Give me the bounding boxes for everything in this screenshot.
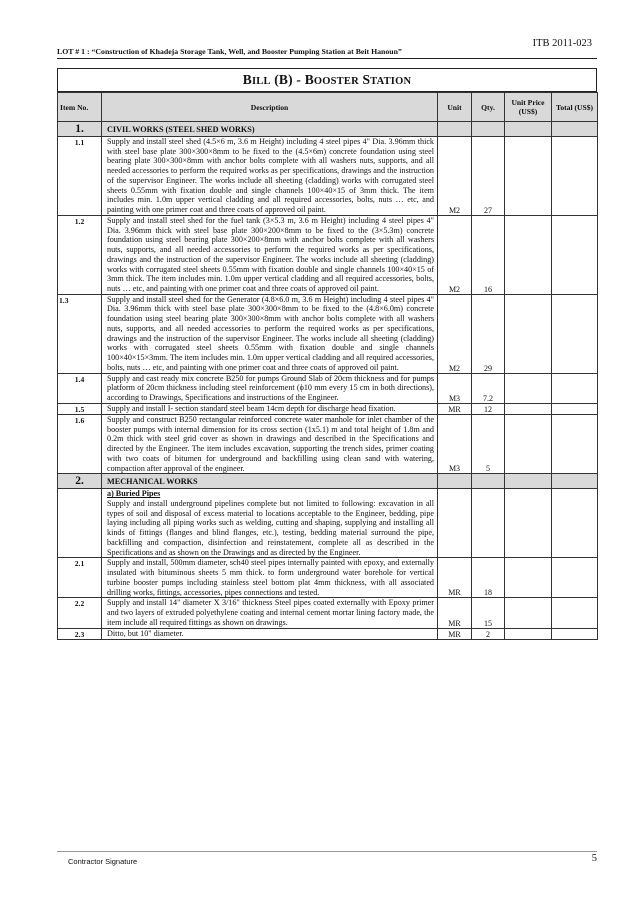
item-total — [552, 373, 598, 403]
item-number: 2.1 — [58, 558, 102, 598]
item-number: 1.3 — [58, 294, 102, 373]
item-qty: 5 — [472, 414, 505, 473]
item-unit: MR — [438, 558, 472, 598]
item-total — [552, 403, 598, 414]
item-unit: MR — [438, 628, 472, 639]
item-qty: 27 — [472, 137, 505, 216]
item-unit-price — [505, 558, 552, 598]
item-total — [552, 414, 598, 473]
empty-cell — [552, 122, 598, 137]
section-intro — [102, 489, 438, 558]
item-description: Supply and install steel shed (4.5×6 m, 3.6 m Height) including 4 steel pipes 4" Dia. 3.96mm thick with steel base plate 300×300×8mm to be fixed to the (4.5×6m) concrete foundation using steel bearing plate 300×300×8mm with anchor bolts complete with all washers nuts, supports, and all needed accessories to perform the required works as per specifications, drawings and the instruction of the supervisor Engineer. The works include all sheeting (cladding) works with corrugated steel sheets 0.55mm with fixation double and single channels 100×40×15 of 3mm thick. The item includes min. 1.0m upper vertical cladding and all required accessories, bolts, nuts … etc, and painting with one primer coat and three coats of approved oil paint. — [102, 137, 438, 216]
table-row — [58, 628, 598, 639]
item-unit-price — [505, 373, 552, 403]
column-header-total: Total (US$) — [552, 93, 598, 122]
item-qty: 2 — [472, 628, 505, 639]
section-row — [58, 122, 598, 137]
item-qty: 15 — [472, 598, 505, 628]
contractor-signature-label: Contractor Signature — [68, 857, 138, 866]
document-reference: ITB 2011-023 — [532, 38, 592, 49]
item-qty: 12 — [472, 403, 505, 414]
item-unit-price — [505, 403, 552, 414]
table-row — [58, 215, 598, 294]
table-row — [58, 558, 598, 598]
table-row — [58, 294, 598, 373]
page-number: 5 — [591, 853, 597, 864]
item-description: Supply and install I- section standard steel beam 14cm depth for discharge head fixation. — [102, 403, 438, 414]
title-part: B — [304, 72, 314, 87]
empty-cell — [438, 122, 472, 137]
item-description: Supply and install steel shed for the fuel tank (3×5.3 m, 3.6 m Height) including 4 steel pipes 4" Dia. 3.96mm thick with steel base plate 300×200×8mm to be fixed to the (3×5.3m) concrete foundation using steel bearing plate 300×200×8mm with anchor bolts complete with all washers nuts, supports, and all needed accessories to perform the required works as per specifications, drawings and the instruction of the supervisor Engineer. The works include all sheeting (cladding) works with corrugated steel sheets 0.55mm with fixation double and single channels 100×40×15 of 3mm thick. The item includes min. 1.0m upper vertical cladding and all required accessories, bolts, nuts … etc, and painting with one primer coat and three coats of approved oil paint. — [102, 215, 438, 294]
item-unit-price — [505, 137, 552, 216]
item-unit-price — [505, 628, 552, 639]
empty-cell — [505, 122, 552, 137]
title-part: ILL — [251, 76, 271, 87]
item-unit: M2 — [438, 294, 472, 373]
item-unit-price — [505, 215, 552, 294]
table-row — [58, 414, 598, 473]
table-row — [58, 598, 598, 628]
item-unit: M3 — [438, 373, 472, 403]
item-total — [552, 215, 598, 294]
item-total — [552, 598, 598, 628]
title-part: B — [242, 72, 252, 87]
item-number: 1.1 — [58, 137, 102, 216]
footer-divider — [57, 851, 597, 852]
item-number: 1.6 — [58, 414, 102, 473]
subsection-heading: a) Buried Pipes — [107, 489, 161, 499]
column-header-item: Item No. — [58, 93, 102, 122]
table-row — [58, 373, 598, 403]
lot-title: LOT # 1 : “Construction of Khadeja Storage Tank, Well, and Booster Pumping Station at Beit Hanoun” — [57, 47, 597, 59]
item-number: 2.2 — [58, 598, 102, 628]
item-qty: 7.2 — [472, 373, 505, 403]
item-description: Supply and install steel shed for the Generator (4.8×6.0 m, 3.6 m Height) including 4 steel pipes 4" Dia. 3.96mm thick with steel base plate 300×300×8mm to be fixed to the (4.8×6.0m) concrete foundation using steel bearing plate 300×300×8mm with anchor bolts complete with all washers nuts, supports, and all needed accessories to perform the required works as per specifications, drawings and the instruction of the supervisor Engineer. The works include all sheeting (cladding) works with corrugated steel sheets 0.55mm with fixation double and single channels 100×40×15×3mm. The item includes min. 1.0m upper vertical cladding and all required accessories, bolts, nuts … etc, and painting with one primer coat and three coats of approved oil paint. — [102, 294, 438, 373]
section-title: CIVIL WORKS (STEEL SHED WORKS) — [102, 122, 438, 137]
table-row — [58, 489, 598, 558]
column-header-description: Description — [102, 93, 438, 122]
item-qty: 16 — [472, 215, 505, 294]
title-part: S — [358, 72, 371, 87]
empty-cell — [552, 474, 598, 489]
page-title — [57, 68, 597, 92]
item-qty: 18 — [472, 558, 505, 598]
item-unit: MR — [438, 598, 472, 628]
item-number: 2.3 — [58, 628, 102, 639]
item-unit — [438, 489, 472, 558]
item-unit: M2 — [438, 215, 472, 294]
item-description: Supply and cast ready mix concrete B250 for pumps Ground Slab of 20cm thickness and for pumps platform of 20cm thickness including steel reinforcement (ϕ10 mm every 15 cm in both directions), according to Drawings, Specifications and instructions of the Engineer. — [102, 373, 438, 403]
item-total — [552, 628, 598, 639]
item-number: 1.5 — [58, 403, 102, 414]
empty-cell — [505, 474, 552, 489]
table-row — [58, 137, 598, 216]
item-total — [552, 489, 598, 558]
section-row — [58, 474, 598, 489]
empty-cell — [472, 474, 505, 489]
subsection-text: Supply and install underground pipelines complete but not limited to following: excavation in all types of soil and disposal of excess material to locations acceptable to the Engineer, bedding, pipe laying including all piping works such as welding, cutting and shaping, supplying and installing all kinds of fittings (flanges and blind flanges, etc.), testing, bedding material surround the pipe, backfilling and compaction, disinfection and reinstatement, complete all as described in the Specifications and as shown on the Drawings and as directed by the Engineer. — [107, 498, 434, 557]
item-unit-price — [505, 489, 552, 558]
column-header-unit: Unit — [438, 93, 472, 122]
title-part: (B) - — [270, 72, 305, 87]
empty-cell — [438, 474, 472, 489]
item-number: 1.4 — [58, 373, 102, 403]
item-number: 1.2 — [58, 215, 102, 294]
item-description: Supply and construct B250 rectangular reinforced concrete water manhole for inlet chamber of the booster pumps with internal dimension for its cross section (1x5.1) m and total height of 1.8m and 0.2m thick with steel grid cover as shown in drawings and described in the Specifications and directed by the Engineer. The item includes excavation, supporting the trench sides, primer coating with two coats of bitumen for underground and backfilling using clean sand with watering, compaction after approval of the engineer. — [102, 414, 438, 473]
section-number: 2. — [58, 474, 102, 489]
column-header-unit-price: Unit Price (US$) — [505, 93, 552, 122]
section-title: MECHANICAL WORKS — [102, 474, 438, 489]
section-number: 1. — [58, 122, 102, 137]
title-part: TATION — [370, 76, 412, 87]
table-header-row — [58, 93, 598, 122]
item-total — [552, 558, 598, 598]
column-header-qty: Qty. — [472, 93, 505, 122]
bill-of-quantities-table — [57, 92, 598, 640]
item-unit-price — [505, 294, 552, 373]
item-description: Supply and install, 500mm diameter, sch40 steel pipes internally painted with epoxy, and externally insulated with bituminous sheets 5 mm thick. to form underground water borehole for vertical turbine booster pumps including stainless steel bottom plat 4mm thickness, with all associated drilling works, fittings, accessories, pipes connections and tested. — [102, 558, 438, 598]
title-part: OOSTER — [313, 76, 359, 87]
item-description: Ditto, but 10" diameter. — [102, 628, 438, 639]
item-qty — [472, 489, 505, 558]
item-total — [552, 137, 598, 216]
empty-cell — [472, 122, 505, 137]
item-unit: M2 — [438, 137, 472, 216]
item-unit-price — [505, 414, 552, 473]
item-description: Supply and install 14" diameter X 3/16" thickness Steel pipes coated externally with Epoxy primer and two layers of extruded polyethylene coating and internal cement mortar lining factory made, the item include all required fittings as shown on drawings. — [102, 598, 438, 628]
item-unit-price — [505, 598, 552, 628]
table-row — [58, 403, 598, 414]
item-unit: M3 — [438, 414, 472, 473]
item-unit: MR — [438, 403, 472, 414]
item-number — [58, 489, 102, 558]
item-total — [552, 294, 598, 373]
item-qty: 29 — [472, 294, 505, 373]
